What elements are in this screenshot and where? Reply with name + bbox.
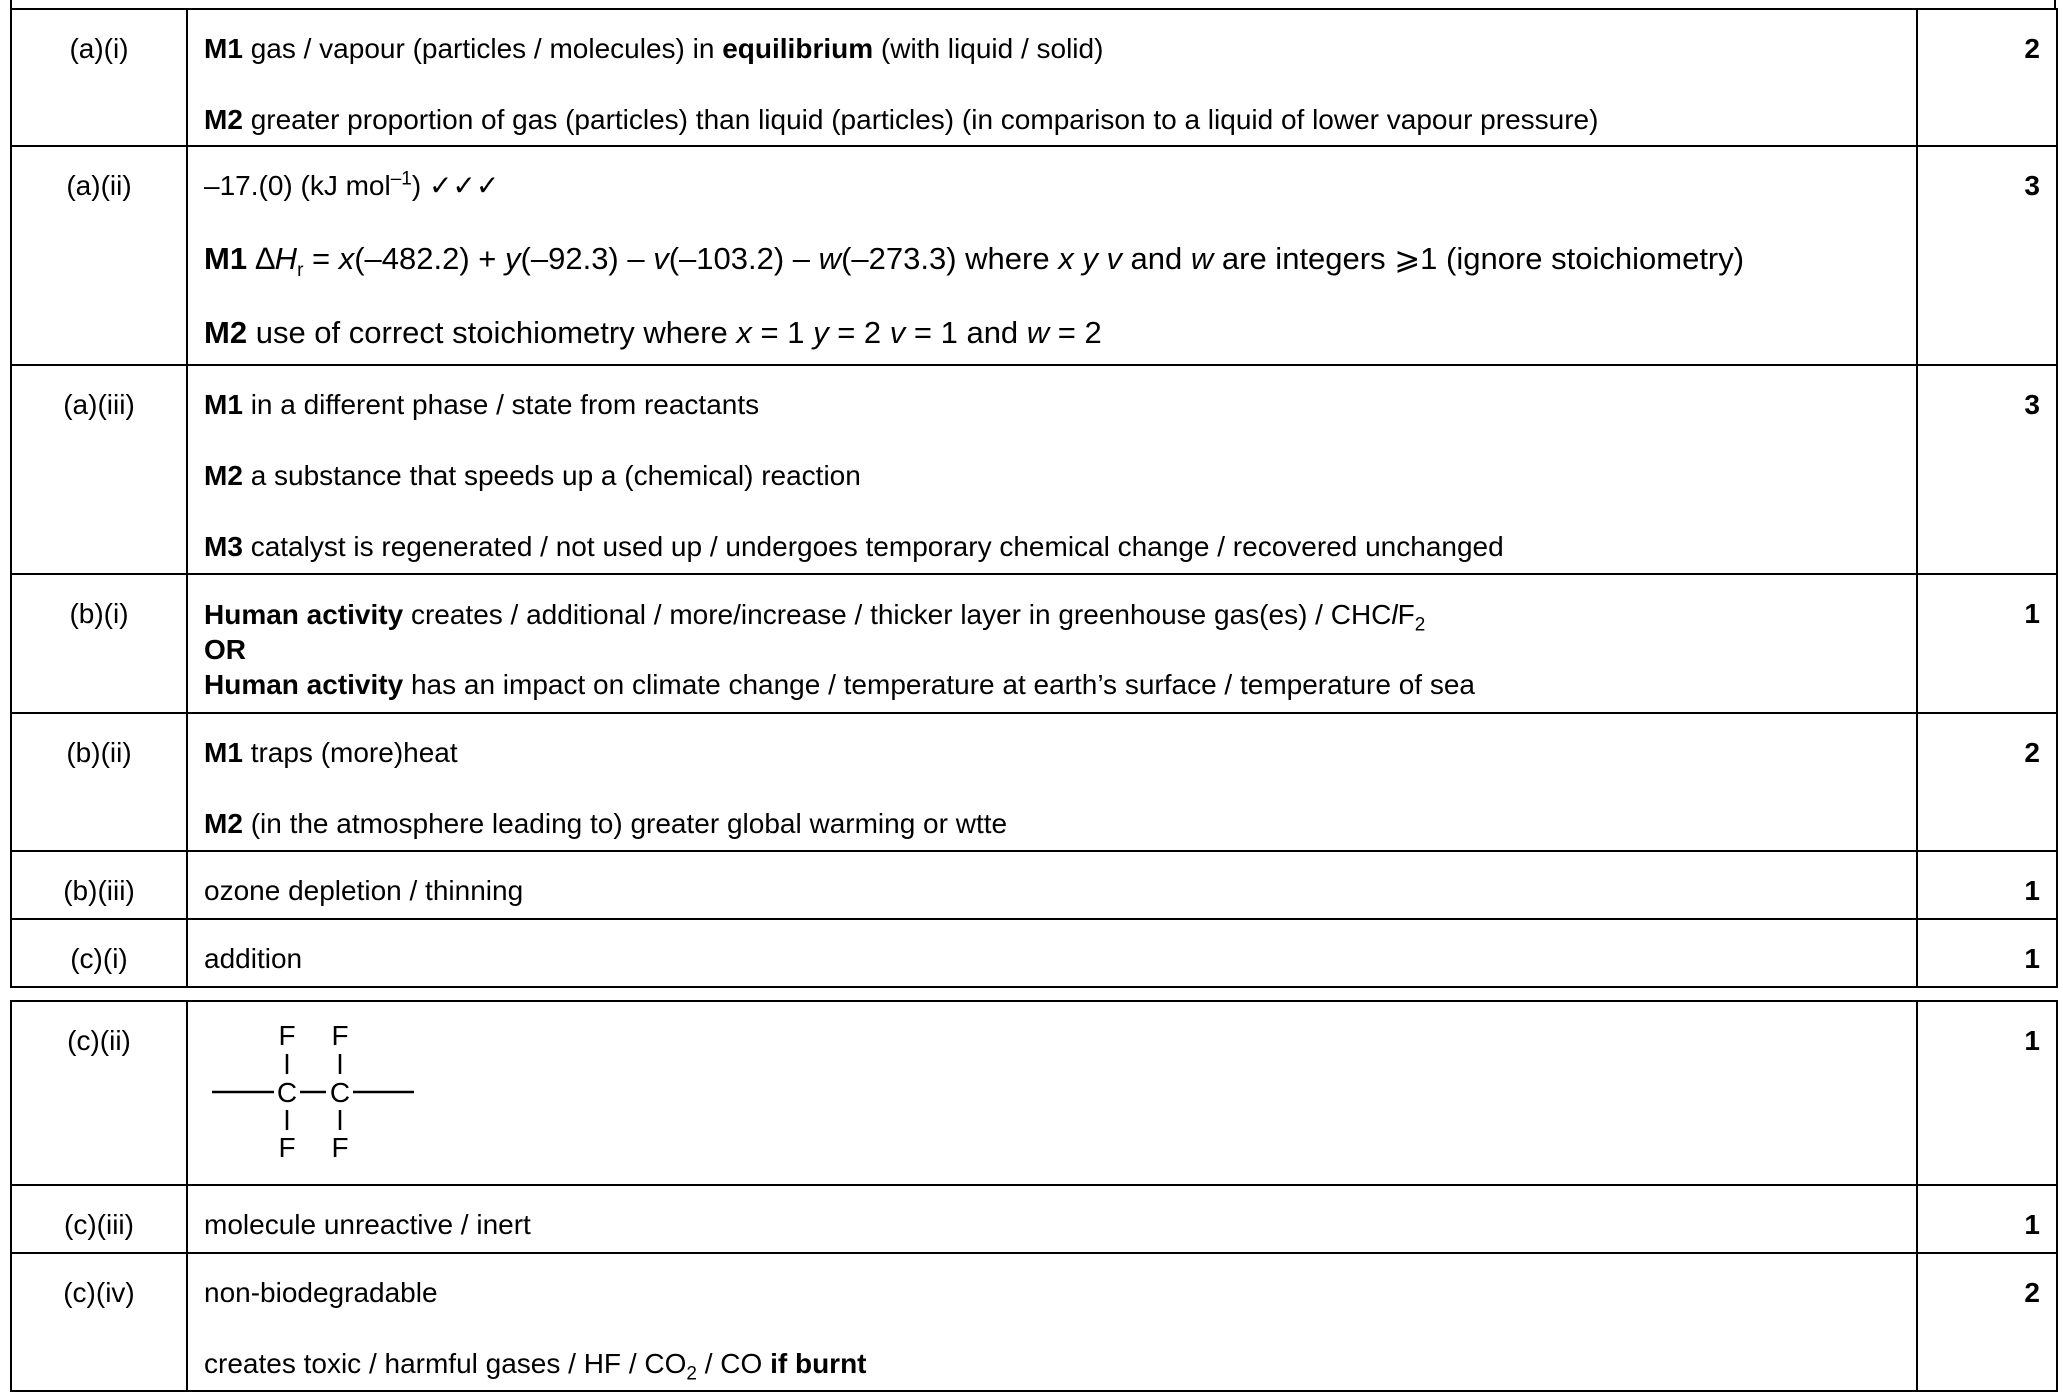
question-number: (c)(iv) xyxy=(11,1253,187,1391)
fluorine-atom: F xyxy=(278,1132,296,1162)
mark-scheme-table-1 xyxy=(10,8,2058,988)
table-row xyxy=(11,1185,2057,1253)
answer-line: M1 $\Delta H_r = x(-482.2) + y(-92.3) - v(-103.2) - w(-273.3)$ where x y v and w are integers ⩾1 (ignore stoichiometry) xyxy=(204,241,1745,282)
answer-line: M3 catalyst is regenerated / not used up / undergoes temporary chemical change / recovered unchanged xyxy=(204,531,1504,562)
page-top-border xyxy=(10,0,2056,8)
answer-line: M2 use of correct stoichiometry where x = 1 y = 2 v = 1 and w = 2 xyxy=(204,315,1102,350)
answer-line: –17.(0) (kJ mol$^{-1}$) ✓✓✓ xyxy=(204,168,500,201)
fluorine-atom: F xyxy=(331,1020,349,1051)
question-number: (c)(iii) xyxy=(11,1185,187,1253)
question-number: (c)(ii) xyxy=(11,1001,187,1185)
marks-cell: 1 xyxy=(1917,1001,2057,1185)
marks-cell: 1 xyxy=(1917,919,2057,987)
answer-cell xyxy=(187,574,1917,713)
question-number: (a)(i) xyxy=(11,9,187,146)
answer-cell xyxy=(187,146,1917,365)
question-number: (b)(i) xyxy=(11,574,187,713)
answer-line: creates toxic / harmful gases / HF / $CO_2$ / CO if burnt xyxy=(204,1348,867,1385)
marks-cell: 2 xyxy=(1917,1253,2057,1391)
answer-line: M1 traps (more)heat xyxy=(204,737,458,768)
question-number: (a)(ii) xyxy=(11,146,187,365)
question-number: (b)(ii) xyxy=(11,713,187,851)
answer-cell: ozone depletion / thinning xyxy=(187,851,1917,919)
answer-line: Human activity has an impact on climate change / temperature at earth’s surface / temperature of sea xyxy=(204,669,1476,700)
marks-cell: 2 xyxy=(1917,9,2057,146)
answer-cell: molecule unreactive / inert xyxy=(187,1185,1917,1253)
mark-scheme-table-2 xyxy=(10,1000,2058,1392)
table-row xyxy=(11,365,2057,574)
answer-line: M1 in a different phase / state from reactants xyxy=(204,389,760,420)
answer-cell xyxy=(187,713,1917,851)
fluorine-atom: F xyxy=(331,1132,349,1162)
marks-cell: 3 xyxy=(1917,146,2057,365)
table-row xyxy=(11,851,2057,919)
table-row xyxy=(11,574,2057,713)
answer-cell xyxy=(187,9,1917,146)
table-row xyxy=(11,713,2057,851)
table-row xyxy=(11,919,2057,987)
carbon-atom: C xyxy=(329,1077,351,1108)
polymer-repeat-unit-structure xyxy=(204,1012,464,1162)
answer-cell xyxy=(187,1001,1917,1185)
answer-line: M1 gas / vapour (particles / molecules) in equilibrium (with liquid / solid) xyxy=(204,33,1104,64)
answer-line: M2 (in the atmosphere leading to) greater global warming or wtte xyxy=(204,808,1008,839)
marks-cell: 2 xyxy=(1917,713,2057,851)
or-label: OR xyxy=(204,634,246,665)
question-number: (a)(iii) xyxy=(11,365,187,574)
question-number: (c)(i) xyxy=(11,919,187,987)
marks-cell: 1 xyxy=(1917,851,2057,919)
answer-cell xyxy=(187,1253,1917,1391)
answer-line: M2 greater proportion of gas (particles) than liquid (particles) (in comparison to a liquid of lower vapour pressure) xyxy=(204,104,1599,135)
answer-line: Human activity creates / additional / more/increase / thicker layer in greenhouse gas(es) / CHClF$_2$ xyxy=(204,599,1426,636)
table-row xyxy=(11,1253,2057,1391)
carbon-atom: C xyxy=(276,1077,298,1108)
answer-line: M2 a substance that speeds up a (chemical) reaction xyxy=(204,460,861,491)
answer-cell: addition xyxy=(187,919,1917,987)
answer-cell xyxy=(187,365,1917,574)
table-row xyxy=(11,146,2057,365)
marks-cell: 1 xyxy=(1917,1185,2057,1253)
question-number: (b)(iii) xyxy=(11,851,187,919)
answer-line: non-biodegradable xyxy=(204,1277,438,1308)
table-row xyxy=(11,1001,2057,1185)
marks-cell: 1 xyxy=(1917,574,2057,713)
table-row xyxy=(11,9,2057,146)
fluorine-atom: F xyxy=(278,1020,296,1051)
marks-cell: 3 xyxy=(1917,365,2057,574)
